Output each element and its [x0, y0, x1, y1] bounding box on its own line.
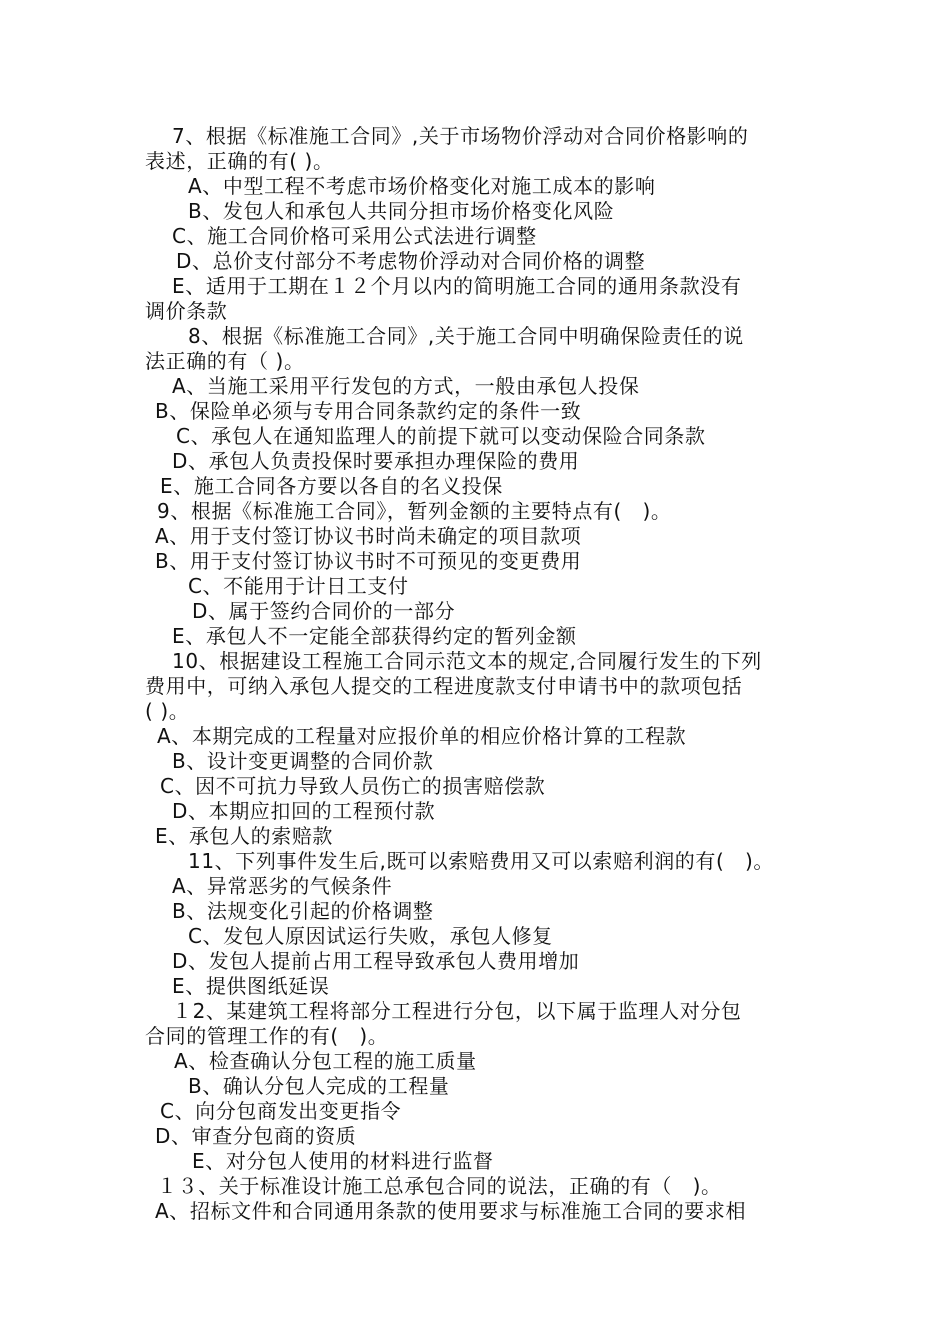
- question-11-option-d: D、发包人提前占用工程导致承包人费用增加: [172, 949, 580, 973]
- question-8-option-e: E、施工合同各方要以各自的名义投保: [160, 474, 503, 498]
- question-9-stem: 9、根据《标准施工合同》，暂列金额的主要特点有( )。: [157, 499, 672, 523]
- question-8-option-d: D、承包人负责投保时要承担办理保险的费用: [172, 449, 580, 473]
- question-8-stem-cont: 法正确的有（ )。: [145, 349, 305, 373]
- question-8-option-a: A、当施工采用平行发包的方式，一般由承包人投保: [172, 374, 640, 398]
- question-12-stem: １2、某建筑工程将部分工程进行分包，以下属于监理人对分包: [172, 999, 742, 1023]
- question-10-option-c: C、因不可抗力导致人员伤亡的损害赔偿款: [160, 774, 546, 798]
- question-10-option-e: E、承包人的索赔款: [155, 824, 334, 848]
- question-7-stem: 7、根据《标准施工合同》,关于市场物价浮动对合同价格影响的: [172, 124, 749, 148]
- question-13-option-a: A、招标文件和合同通用条款的使用要求与标准施工合同的要求相: [155, 1199, 747, 1223]
- question-11-option-e: E、提供图纸延误: [172, 974, 330, 998]
- question-10-option-a: A、本期完成的工程量对应报价单的相应价格计算的工程款: [157, 724, 687, 748]
- question-9-option-a: A、用于支付签订协议书时尚未确定的项目款项: [155, 524, 582, 548]
- question-9-option-b: B、用于支付签订协议书时不可预见的变更费用: [155, 549, 582, 573]
- question-7-option-a: A、中型工程不考虑市场价格变化对施工成本的影响: [188, 174, 656, 198]
- question-13-stem: １３、关于标准设计施工总承包合同的说法，正确的有（ )。: [157, 1174, 722, 1198]
- question-7-option-c: C、施工合同价格可采用公式法进行调整: [172, 224, 537, 248]
- question-8-option-c: C、承包人在通知监理人的前提下就可以变动保险合同条款: [176, 424, 706, 448]
- question-11-option-c: C、发包人原因试运行失败，承包人修复: [188, 924, 553, 948]
- question-7-option-e-cont: 调价条款: [145, 299, 228, 323]
- question-10-option-d: D、本期应扣回的工程预付款: [172, 799, 436, 823]
- question-7-option-b: B、发包人和承包人共同分担市场价格变化风险: [188, 199, 615, 223]
- question-12-option-e: E、对分包人使用的材料进行监督: [192, 1149, 494, 1173]
- question-10-stem-cont-2: ( )。: [145, 699, 190, 723]
- question-12-stem-cont: 合同的管理工作的有( )。: [145, 1024, 389, 1048]
- question-9-option-e: E、承包人不一定能全部获得约定的暂列金额: [172, 624, 577, 648]
- question-7-option-e: E、适用于工期在１２个月以内的简明施工合同的通用条款没有: [172, 274, 742, 298]
- question-12-option-b: B、确认分包人完成的工程量: [188, 1074, 450, 1098]
- question-10-option-b: B、设计变更调整的合同价款: [172, 749, 434, 773]
- question-8-option-b: B、保险单必须与专用合同条款约定的条件一致: [155, 399, 582, 423]
- question-11-stem: 11、下列事件发生后,既可以索赔费用又可以索赔利润的有( )。: [188, 849, 775, 873]
- question-11-option-b: B、法规变化引起的价格调整: [172, 899, 434, 923]
- question-11-option-a: A、异常恶劣的气候条件: [172, 874, 393, 898]
- question-9-option-c: C、不能用于计日工支付: [188, 574, 409, 598]
- question-7-option-d: D、总价支付部分不考虑物价浮动对合同价格的调整: [176, 249, 646, 273]
- question-10-stem: 10、根据建设工程施工合同示范文本的规定,合同履行发生的下列: [172, 649, 762, 673]
- question-8-stem: 8、根据《标准施工合同》,关于施工合同中明确保险责任的说: [188, 324, 744, 348]
- question-12-option-a: A、检查确认分包工程的施工质量: [174, 1049, 477, 1073]
- question-10-stem-cont-1: 费用中，可纳入承包人提交的工程进度款支付申请书中的款项包括: [145, 674, 743, 698]
- question-7-stem-cont: 表述，正确的有( )。: [145, 149, 334, 173]
- question-12-option-d: D、审查分包商的资质: [155, 1124, 357, 1148]
- question-9-option-d: D、属于签约合同价的一部分: [192, 599, 456, 623]
- question-12-option-c: C、向分包商发出变更指令: [160, 1099, 402, 1123]
